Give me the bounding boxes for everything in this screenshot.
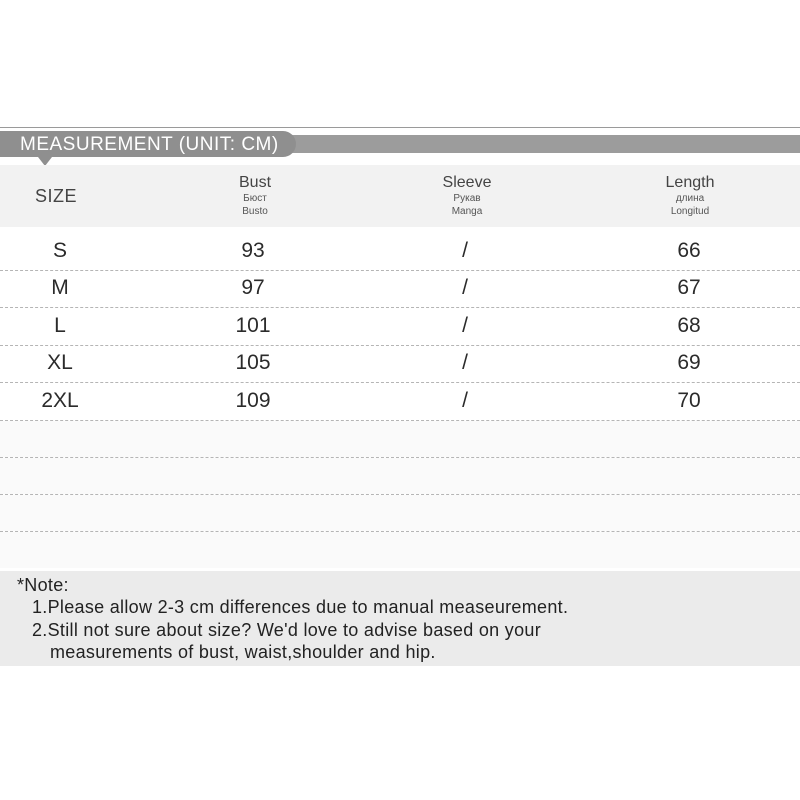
- note-box: [0, 571, 800, 666]
- sleeve-cell: /: [462, 351, 468, 374]
- sleeve-label-es: Manga: [451, 206, 483, 217]
- bust-label: Bust: [238, 174, 272, 191]
- size-column-header: SIZE: [35, 186, 78, 206]
- empty-row: [0, 495, 800, 531]
- bust-cell: 97: [241, 276, 265, 299]
- length-cell: 68: [677, 314, 701, 337]
- note-line-3: measurements of bust, waist,shoulder and hip.: [50, 642, 436, 662]
- length-column-header: [666, 165, 715, 218]
- length-cell: 69: [677, 351, 701, 374]
- bust-cell: 109: [235, 389, 271, 412]
- length-cell: 70: [677, 389, 701, 412]
- bust-cell: 101: [235, 314, 271, 337]
- table-row: [0, 382, 800, 418]
- sleeve-label: Sleeve: [442, 174, 492, 191]
- bust-cell: 105: [235, 351, 271, 374]
- size-cell: XL: [47, 351, 73, 374]
- empty-row: [0, 532, 800, 568]
- sleeve-label-ru: Рукав: [453, 193, 481, 204]
- banner-tab: [0, 131, 296, 157]
- table-header: [0, 165, 800, 227]
- size-cell: M: [51, 276, 69, 299]
- sleeve-cell: /: [462, 389, 468, 412]
- table-row: [0, 269, 800, 305]
- section-banner: [0, 131, 800, 159]
- note-line-2: 2.Still not sure about size? We'd love to advise based on your: [32, 620, 541, 640]
- length-cell: 67: [677, 276, 701, 299]
- table-row: [0, 232, 800, 268]
- size-cell: S: [52, 239, 68, 262]
- table-row: [0, 344, 800, 380]
- table-row: [0, 307, 800, 343]
- sleeve-cell: /: [462, 314, 468, 337]
- sleeve-cell: /: [462, 276, 468, 299]
- sleeve-column-header: [443, 165, 492, 218]
- length-label: Length: [665, 174, 715, 191]
- top-divider: [0, 127, 800, 128]
- bust-cell: 93: [241, 239, 265, 262]
- bust-column-header: [239, 165, 271, 218]
- empty-row: [0, 421, 800, 457]
- size-cell: L: [54, 314, 66, 337]
- size-cell: 2XL: [41, 389, 79, 412]
- length-label-es: Longitud: [670, 206, 710, 217]
- note-heading: *Note:: [17, 575, 69, 595]
- empty-row: [0, 458, 800, 494]
- length-cell: 66: [677, 239, 701, 262]
- banner-title: MEASUREMENT (UNIT: CM): [20, 134, 279, 155]
- note-line-1: 1.Please allow 2-3 cm differences due to manual measeurement.: [32, 597, 569, 617]
- bust-label-es: Busto: [242, 206, 268, 217]
- bust-label-ru: Бюст: [243, 193, 267, 204]
- sleeve-cell: /: [462, 239, 468, 262]
- length-label-ru: длина: [675, 193, 705, 204]
